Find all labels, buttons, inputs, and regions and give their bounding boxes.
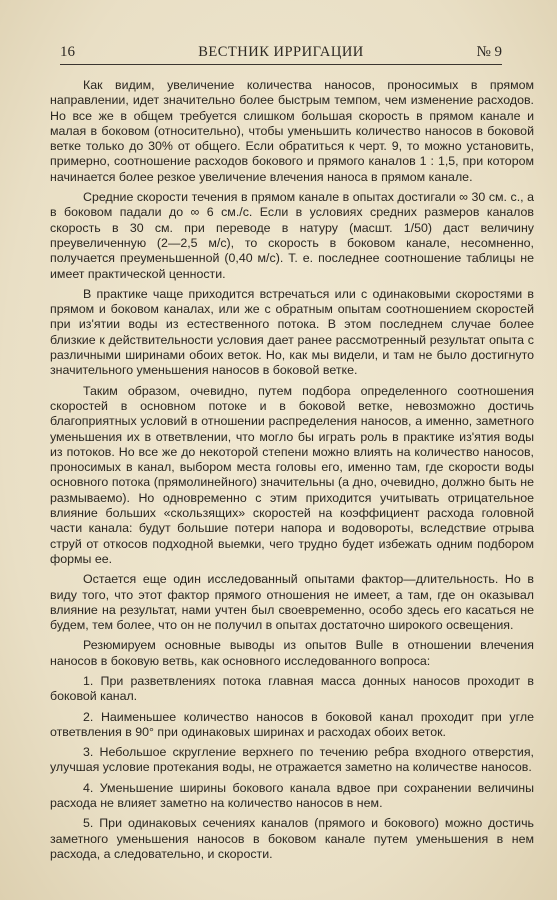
paragraph: В практике чаще приходится встречаться или с одинаковыми скоростями в прямом и боковом каналах, или же с обратным опытам соотношением скоростей при из'ятии воды из естественного потока. В этом последнем случае более близкие к действительности условия дает ранее рассмотренный результат опыта с различными ширинами обоих веток. Но, как мы видели, и там не было достигнуто значительного уменьшения наносов в боковой ветке. [50, 286, 534, 378]
conclusion-item: 5. При одинаковых сечениях каналов (прямого и бокового) можно достичь заметного уменьшения наносов в боковом канале путем уменьшения в нем расхода, а следовательно, и скорости. [50, 816, 534, 861]
conclusion-item: 3. Небольшое скругление верхнего по течению ребра входного отверстия, улучшая условие протекания воды, не отражается заметно на количестве наносов. [50, 745, 534, 775]
paragraph: Таким образом, очевидно, путем подбора определенного соотношения скоростей в основном потоке и в боковой ветке, невозможно достичь благоприятных условий в отношении распределения наносов, а именно, заметного уменьшения их в ответвлении, что могло бы играть роль в практике из'ятия воды из потоков. Но все же до некоторой степени можно влиять на количество наносов, проносимых в канал, выбором места головы его, именно там, где скорости воды основного потока (прямолинейного) значительны (а дно, очевидно, должно быть не размываемо). Но одновременно с этим приходится учитывать отрицательное влияние больших «скользящих» скоростей на коэффициент расхода головной части канала: будут большие потери напора и водовороты, вследствие отрыва струй от откосов подходной выемки, чего трудно будет избежать одним подбором формы ее. [50, 383, 534, 566]
conclusion-item: 2. Наименьшее количество наносов в боковой канал проходит при угле ответвления в 90° при одинаковых ширинах и расходах обоих веток. [50, 709, 534, 739]
conclusion-item: 1. При разветвлениях потока главная масса донных наносов проходит в боковой канал. [50, 673, 534, 704]
paragraph: Средние скорости течения в прямом канале в опытах достигали ∞ 30 см. с., а в боковом падали до ∞ 6 см./с. Если в условиях средних размеров каналов скорость в 30 см. при переводе в натуру (масшт. 1/50) даст величину преувеличенную (2—2,5 м/с), то скорость в боковом канале, несомненно, получается преуменьшенной (0,40 м/с). Т. е. последнее соотношение таблицы не имеет практической ценности. [50, 190, 534, 281]
conclusion-item: 4. Уменьшение ширины бокового канала вдвое при сохранении величины расхода не влияет заметно на количество наносов в нем. [50, 780, 534, 811]
paragraph: Остается еще один исследованный опытами фактор—длительность. Но в виду того, что этот фактор прямого отношения не имеет, а там, где он оказывал влияние на результат, нами учтен был своевременно, особо здесь его касаться не будем, тем более, что он не получил в опытах достаточно широкого освещения. [50, 572, 534, 633]
paragraph: Резюмируем основные выводы из опытов Bulle в отношении влечения наносов в боковую ветвь, как основного исследованного вопроса: [50, 638, 534, 668]
journal-title: ВЕСТНИК ИРРИГАЦИИ [198, 44, 364, 60]
page-number: 16 [60, 44, 75, 60]
paragraph: Как видим, увеличение количества наносов, проносимых в прямом направлении, идет значительно более быстрым темпом, чем изменение расходов. Но все же в общем требуется слишком большая скорость в прямом канале и малая в боковом (относительно), чтобы уменьшить количество наносов в боковой ветке только до 30% от общего. Если обратиться к черт. 9, то можно установить, примерно, соотношение расходов бокового и прямого каналов 1 : 1,5, при котором начинается более резкое увеличение влечения наноса в прямом канале. [50, 78, 534, 184]
article-body [50, 78, 534, 867]
issue-number: № 9 [476, 44, 502, 60]
running-header [60, 44, 502, 65]
